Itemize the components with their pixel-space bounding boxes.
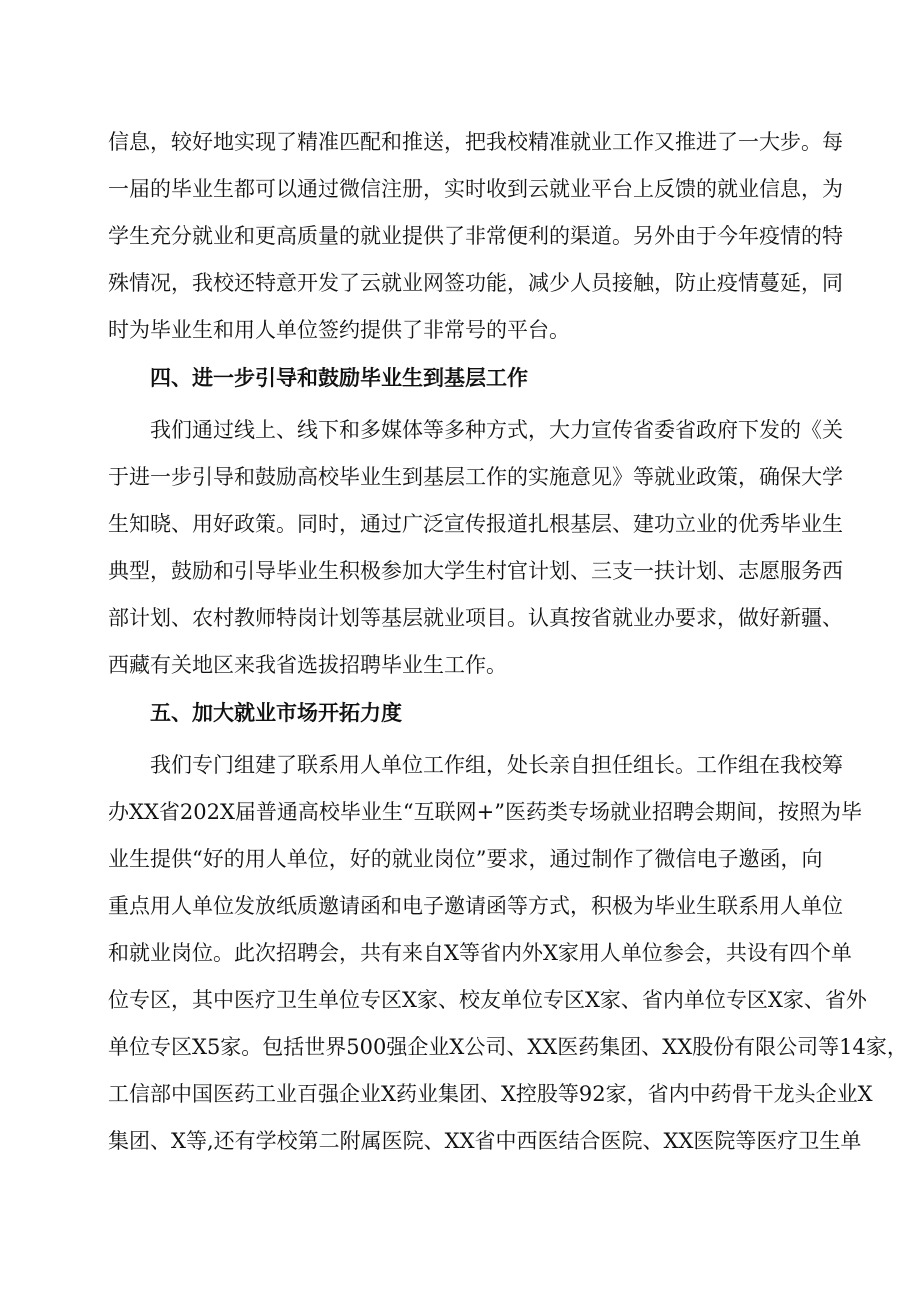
paragraph	[108, 119, 843, 354]
text-line: 典型，鼓励和引导毕业生积极参加大学生村官计划、三支一扶计划、志愿服务西	[108, 559, 843, 583]
text-line: 工信部中国医药工业百强企业X药业集团、X控股等92家，省内中药骨干龙头企业X	[108, 1082, 873, 1106]
text-line: 学生充分就业和更高质量的就业提供了非常便利的渠道。另外由于今年疫情的特	[108, 224, 843, 248]
text-line: 部计划、农村教师特岗计划等基层就业项目。认真按省就业办要求，做好新疆、	[108, 606, 843, 630]
text-line: 重点用人单位发放纸质邀请函和电子邀请函等方式，积极为毕业生联系用人单位	[108, 894, 843, 918]
text-line: 殊情况，我校还特意开发了云就业网签功能，减少人员接触，防止疫情蔓延，同	[108, 271, 843, 295]
text-line: 办XX省202X届普通高校毕业生“互联网+”医药类专场就业招聘会期间，按照为毕	[108, 800, 862, 824]
text-line: 于进一步引导和鼓励高校毕业生到基层工作的实施意见》等就业政策，确保大学	[108, 465, 843, 489]
text-line: 时为毕业生和用人单位签约提供了非常号的平台。	[108, 318, 570, 342]
paragraph	[108, 742, 908, 1165]
text-line: 业生提供“好的用人单位，好的就业岗位”要求，通过制作了微信电子邀函，向	[108, 847, 823, 871]
section-heading: 四、进一步引导和鼓励毕业生到基层工作	[150, 365, 528, 390]
text-line: 信息，较好地实现了精准匹配和推送，把我校精准就业工作又推进了一大步。每	[108, 130, 843, 154]
text-line: 我们专门组建了联系用人单位工作组，处长亲自担任组长。工作组在我校筹	[150, 753, 843, 777]
text-line: 西藏有关地区来我省选拔招聘毕业生工作。	[108, 653, 507, 677]
text-line: 我们通过线上、线下和多媒体等多种方式，大力宣传省委省政府下发的《关	[150, 418, 843, 442]
section-heading: 五、加大就业市场开拓力度	[150, 700, 402, 725]
text-line: 和就业岗位。此次招聘会，共有来自X等省内外X家用人单位参会，共设有四个单	[108, 941, 852, 965]
text-line: 生知晓、用好政策。同时，通过广泛宣传报道扎根基层、建功立业的优秀毕业生	[108, 512, 843, 536]
text-line: 位专区，其中医疗卫生单位专区X家、校友单位专区X家、省内单位专区X家、省外	[108, 988, 867, 1012]
document-page	[108, 119, 908, 1165]
text-line: 一届的毕业生都可以通过微信注册，实时收到云就业平台上反馈的就业信息，为	[108, 177, 843, 201]
text-line: 单位专区X5家。包括世界500强企业X公司、XX医药集团、XX股份有限公司等14家，	[108, 1035, 908, 1059]
paragraph	[108, 407, 843, 689]
text-line: 集团、X等,还有学校第二附属医院、XX省中西医结合医院、XX医院等医疗卫生单	[108, 1129, 862, 1153]
